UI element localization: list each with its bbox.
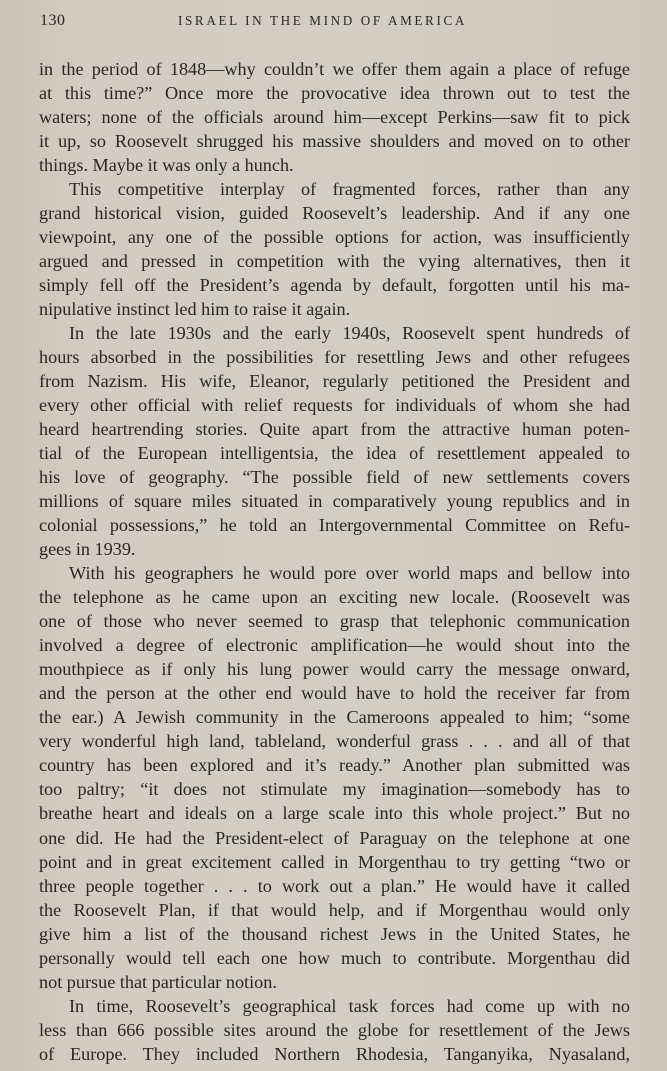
text-line: the telephone as he came upon an exciting new locale. (Roosevelt was [39,587,630,608]
text-line: give him a list of the thousand richest Jews in the United States, he [39,923,630,944]
text-line: every other official with relief requests for individuals of whom she had [39,395,630,416]
text-line: viewpoint, any one of the possible options for action, was insufficiently [39,227,630,248]
text-line: the Roosevelt Plan, if that would help, and if Morgenthau would only [39,899,630,920]
running-head [40,12,640,34]
body-text [39,57,630,1066]
text-line: things. Maybe it was only a hunch. [39,155,294,176]
text-line: In time, Roosevelt’s geographical task forces had come up with no [69,995,630,1016]
text-line: personally would tell each one how much to contribute. Morgenthau did [39,947,630,968]
text-line: point and in great excitement called in Morgenthau to try getting “two or [39,851,630,872]
text-line: waters; none of the officials around him—except Perkins—saw fit to pick [39,107,630,128]
text-line: of Europe. They included Northern Rhodesia, Tanganyika, Nyasaland, [39,1043,630,1064]
text-line: it up, so Roosevelt shrugged his massive shoulders and moved on to other [39,131,630,152]
paragraph [39,321,630,561]
text-line: very wonderful high land, tableland, wonderful grass . . . and all of that [39,731,630,752]
text-line: tial of the European intelligentsia, the idea of resettlement appealed to [39,443,630,464]
text-line: With his geographers he would pore over world maps and bellow into [69,563,630,584]
text-line: his love of geography. “The possible field of new settlements covers [39,467,630,488]
text-line: In the late 1930s and the early 1940s, Roosevelt spent hundreds of [69,323,630,344]
text-line: hours absorbed in the possibilities for resettling Jews and other refugees [39,347,630,368]
text-line: grand historical vision, guided Roosevelt’s leadership. And if any one [39,203,630,224]
text-line: one did. He had the President-elect of Paraguay on the telephone at one [39,827,630,848]
page-number: 130 [40,12,66,29]
text-line: simply fell off the President’s agenda by default, forgotten until his ma- [39,275,630,296]
text-line: less than 666 possible sites around the globe for resettlement of the Jews [39,1019,630,1040]
text-line: three people together . . . to work out a plan.” He would have it called [39,875,630,896]
text-line: nipulative instinct led him to raise it again. [39,299,351,320]
text-line: argued and pressed in competition with the vying alternatives, then it [39,251,630,272]
paragraph [39,994,630,1066]
text-line: at this time?” Once more the provocative idea thrown out to test the [39,83,630,104]
text-line: and the person at the other end would have to hold the receiver far from [39,683,630,704]
paragraph [39,561,630,993]
text-line: one of those who never seemed to grasp that telephonic communication [39,611,630,632]
text-line: heard heartrending stories. Quite apart from the attractive human poten- [39,419,630,440]
running-title: ISRAEL IN THE MIND OF AMERICA [178,13,467,28]
paragraph [39,177,630,321]
text-line: involved a degree of electronic amplification—he would shout into the [39,635,630,656]
text-line: colonial possessions,” he told an Intergovernmental Committee on Refu- [39,515,630,536]
text-line: too paltry; “it does not stimulate my imagination—somebody has to [39,779,630,800]
text-line: gees in 1939. [39,539,136,560]
text-line: the ear.) A Jewish community in the Cameroons appealed to him; “some [39,707,630,728]
text-line: This competitive interplay of fragmented forces, rather than any [69,179,630,200]
text-line: mouthpiece as if only his lung power would carry the message onward, [39,659,630,680]
text-line: breathe heart and ideals on a large scale into this whole project.” But no [39,803,630,824]
text-line: in the period of 1848—why couldn’t we offer them again a place of refuge [39,59,630,79]
text-line: from Nazism. His wife, Eleanor, regularly petitioned the President and [39,371,630,392]
text-line: millions of square miles situated in comparatively young republics and in [39,491,630,512]
paragraph [39,57,630,177]
text-line: not pursue that particular notion. [39,971,277,992]
text-line: country has been explored and it’s ready.” Another plan submitted was [39,755,630,776]
